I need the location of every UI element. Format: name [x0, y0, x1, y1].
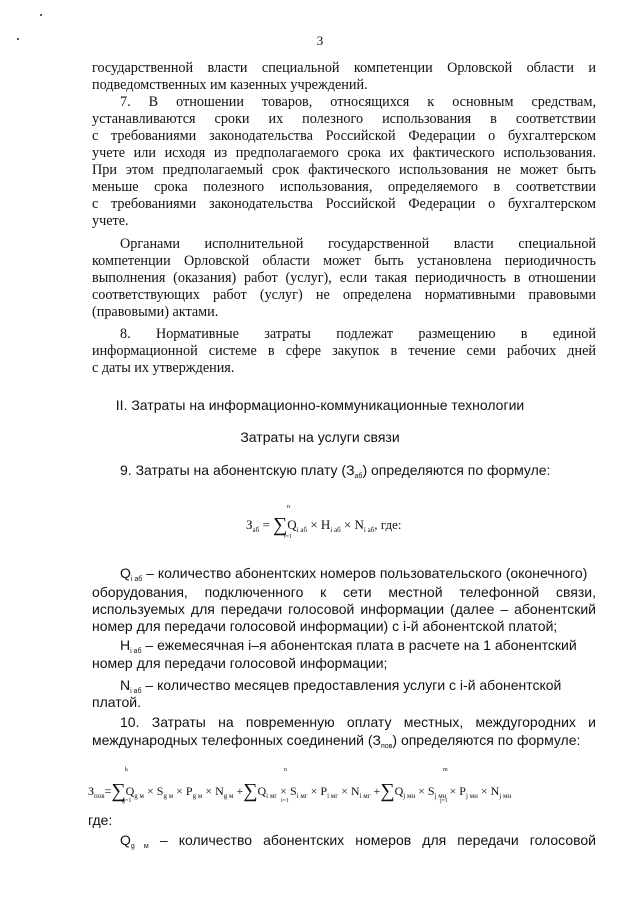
sum-sign: ∑: [273, 514, 288, 536]
formula-h-sub: i аб: [330, 526, 341, 534]
sum-lower: j=1: [440, 798, 449, 804]
scan-artifact: [40, 14, 42, 16]
formula-abonent: [246, 512, 401, 535]
formula-povremennaya: $З_{пов}=\sum Q_{g м} \times S_{g м} \times P_{g м} \times N_{g м} +\sum Q_{i мг} \times S_{i мг} \times P_{i мг} \times N_{i мг} +\sum Q_{j мн} \times S_{j мн} \times P_{j мн} \times N_{j мн}$: [88, 780, 512, 802]
text-line: с даты их утверждения.: [92, 360, 235, 376]
subheading: Затраты на услуги связи: [240, 429, 400, 445]
def-symbol-sub: g м: [130, 843, 149, 850]
term-sub: j мн: [434, 792, 447, 800]
text-line: При этом предполагаемый срок фактического использования не может быть: [92, 162, 596, 178]
sum-sign: ∑: [380, 780, 395, 802]
formula-lhs-sub: пов: [94, 792, 105, 800]
formula-eq: =: [262, 517, 270, 532]
term-sub: i мг: [266, 792, 278, 800]
formula-q-sub: i аб: [296, 526, 308, 534]
text-line: 10. Затраты на повременную оплату местных, междугородних и: [120, 714, 596, 730]
text-line: 7. В отношении товаров, относящихся к основным средствам,: [120, 94, 596, 110]
text-line: с требованиями законодательства Российской Федерации о бухгалтерском: [92, 196, 596, 212]
para-10-text: международных телефонных соединений (З: [92, 732, 381, 748]
term-letter: P: [185, 784, 193, 798]
term-sub: g м: [134, 792, 144, 800]
def-symbol: Q: [120, 565, 131, 581]
text-line: (правовыми) актами.: [92, 304, 219, 320]
sum-sign: ∑: [111, 780, 126, 802]
text-line: подведомственных им казенных учреждений.: [92, 77, 368, 93]
sum-upper: n: [284, 767, 287, 773]
para-9-text: 9. Затраты на абонентскую плату (З: [120, 462, 355, 478]
sum-lower: i=1: [281, 798, 290, 804]
page-number: 3: [316, 33, 324, 48]
formula-lhs-sub: аб: [252, 526, 260, 534]
para-10-end: ) определяются по формуле:: [392, 732, 581, 748]
sum-upper: m: [443, 767, 448, 773]
def-symbol: Q: [120, 832, 131, 848]
text-line: платой.: [92, 694, 141, 710]
term-sub: g м: [163, 792, 174, 800]
term-sub: j мн: [403, 792, 416, 800]
sum-lower: i=1: [284, 534, 293, 540]
term-letter: N: [350, 784, 360, 798]
term-sub: g м: [223, 792, 234, 800]
formula-tail: , где:: [374, 517, 402, 532]
term-letter: Q: [125, 784, 135, 798]
text-line: компетенции Орловской области может быть установлена периодичность: [92, 253, 596, 269]
term-letter: N: [490, 784, 500, 798]
para-9-end: ) определяются по формуле:: [362, 462, 551, 478]
def-symbol-sub: i аб: [130, 576, 143, 583]
term-letter: Q: [394, 784, 404, 798]
term-letter: S: [289, 784, 297, 798]
text-line: соответствующих работ (услуг) не определена нормативными правовыми: [92, 287, 596, 303]
term-letter: P: [459, 784, 466, 798]
text-line: оборудования, подключенного к сети местной телефонной связи,: [92, 584, 596, 600]
sum-sign: ∑: [243, 780, 258, 802]
text-line: [92, 732, 596, 755]
section-heading: II. Затраты на информационно-коммуникационные технологии: [115, 397, 525, 413]
def-symbol-sub: i аб: [130, 648, 142, 655]
text-line: учете или исходя из предполагаемого срока их фактического использования.: [92, 145, 596, 161]
text-line: Органами исполнительной государственной власти специальной: [120, 236, 596, 252]
text-line: меньше срока полезного использования, определяемого в соответствии: [92, 179, 596, 195]
para-10-sub: пов: [380, 743, 393, 750]
sum-upper: k: [125, 767, 128, 773]
text-line: государственной власти специальной компетенции Орловской области и: [92, 60, 596, 76]
def-text: – количество абонентских номеров пользовательского (оконечного): [142, 565, 588, 581]
term-sub: i мг: [359, 792, 371, 800]
definition-last: [120, 832, 596, 855]
term-letter: S: [156, 784, 164, 798]
text-line: номер для передачи голосовой информации) с i-й абонентской платой;: [92, 618, 558, 634]
term-letter: Q: [257, 784, 267, 798]
text-line: учете.: [92, 213, 129, 229]
sum-upper: n: [287, 504, 290, 510]
sum-lower: g=1: [122, 798, 132, 804]
formula-q: Q: [287, 517, 297, 532]
term-sub: i мг: [327, 792, 339, 800]
term-letter: P: [320, 784, 328, 798]
term-letter: N: [215, 784, 224, 798]
formula-h: H: [320, 517, 331, 532]
formula-lhs: З: [246, 517, 253, 532]
term-sub: g м: [192, 792, 203, 800]
para-9-sub: аб: [354, 473, 363, 480]
text-line: [120, 462, 624, 485]
term-sub: j мн: [499, 792, 512, 800]
text-line: выполнения (оказания) работ (услуг), если такая периодичность в отношении: [92, 270, 596, 286]
formula-n: N: [354, 517, 364, 532]
def-symbol-sub: i аб: [130, 688, 142, 695]
def-text: – ежемесячная i–я абонентская плата в расчете на 1 абонентский: [141, 637, 577, 653]
text-line: используемых для передачи голосовой информации (далее – абонентский: [92, 601, 596, 617]
text-line: 8. Нормативные затраты подлежат размещению в единой: [120, 326, 596, 342]
term-sub: i мг: [296, 792, 308, 800]
def-symbol: H: [120, 637, 131, 653]
formula-n-sub: i аб: [363, 526, 375, 534]
text-line: устанавливаются сроки их полезного использования в соответствии: [92, 111, 596, 127]
where-label: где:: [88, 812, 113, 828]
formula-lhs: З: [88, 784, 95, 798]
term-letter: S: [427, 784, 435, 798]
def-text: – количество месяцев предоставления услуги с i-й абонентской: [141, 677, 562, 693]
text-line: номер для передачи голосовой информации;: [92, 655, 388, 671]
term-sub: j мн: [465, 792, 478, 800]
text-line: с требованиями законодательства Российской Федерации о бухгалтерском: [92, 128, 596, 144]
def-symbol: N: [120, 677, 131, 693]
times-sign: ×: [343, 517, 352, 532]
text-line: информационной системе в сфере закупок в течение семи рабочих дней: [92, 343, 596, 359]
def-text: – количество абонентских номеров для передачи голосовой: [148, 832, 596, 848]
times-sign: ×: [310, 517, 318, 532]
